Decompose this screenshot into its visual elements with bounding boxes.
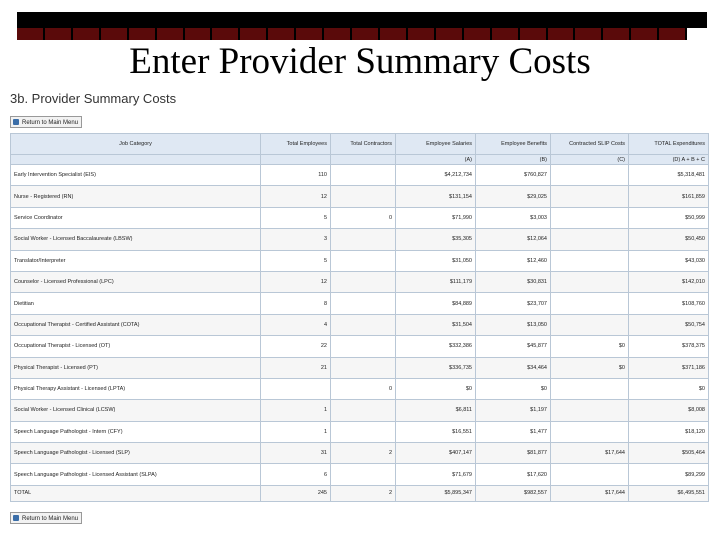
employee-salaries[interactable]: $336,735 [396,357,476,378]
total-contractors[interactable] [331,464,396,485]
column-subheader: (A) [396,155,476,165]
job-category: Speech Language Pathologist - Licensed (SLP) [11,443,261,464]
total-contractors[interactable] [331,250,396,271]
column-subheader: (B) [476,155,551,165]
total-contractors-sum: 2 [331,485,396,501]
table-subheader-row [11,155,709,165]
total-employees[interactable]: 22 [261,336,331,357]
contracted-slip-costs[interactable] [551,250,629,271]
employee-salaries[interactable]: $111,179 [396,271,476,292]
employee-salaries-sum: $5,895,347 [396,485,476,501]
total-expenditures: $50,999 [629,207,709,228]
contracted-slip-costs[interactable] [551,314,629,335]
table-row [11,293,709,314]
table-row [11,250,709,271]
employee-salaries[interactable]: $84,889 [396,293,476,314]
employee-benefits[interactable]: $0 [476,378,551,399]
return-button-label: Return to Main Menu [22,120,79,126]
return-to-main-menu-button-top[interactable] [10,116,82,128]
job-category: Physical Therapist - Licensed (PT) [11,357,261,378]
job-category: Dietitian [11,293,261,314]
employee-benefits[interactable]: $81,877 [476,443,551,464]
job-category: Social Worker - Licensed Baccalaureate (LBSW) [11,229,261,250]
total-expenditures: $18,120 [629,421,709,442]
total-expenditures: $50,450 [629,229,709,250]
home-icon [13,515,19,521]
job-category: Nurse - Registered (RN) [11,186,261,207]
employee-salaries[interactable]: $131,154 [396,186,476,207]
total-expenditures: $43,030 [629,250,709,271]
total-contractors[interactable] [331,293,396,314]
total-employees[interactable] [261,378,331,399]
contracted-slip-costs-sum: $17,644 [551,485,629,501]
total-employees[interactable]: 1 [261,400,331,421]
total-employees[interactable]: 5 [261,207,331,228]
total-expenditures: $505,464 [629,443,709,464]
employee-benefits[interactable]: $23,707 [476,293,551,314]
contracted-slip-costs[interactable] [551,229,629,250]
column-subheader [261,155,331,165]
total-employees[interactable]: 6 [261,464,331,485]
total-expenditures: $142,010 [629,271,709,292]
job-category: Occupational Therapist - Certified Assistant (COTA) [11,314,261,335]
provider-costs-table [10,133,709,502]
table-row [11,464,709,485]
employee-benefits[interactable]: $1,197 [476,400,551,421]
contracted-slip-costs[interactable]: $17,644 [551,443,629,464]
total-expenditures: $8,008 [629,400,709,421]
total-expenditures-sum: $6,495,551 [629,485,709,501]
column-subheader [331,155,396,165]
table-row [11,186,709,207]
total-expenditures: $50,754 [629,314,709,335]
table-row [11,165,709,186]
total-contractors[interactable] [331,186,396,207]
total-contractors[interactable]: 2 [331,443,396,464]
total-expenditures: $371,186 [629,357,709,378]
employee-benefits[interactable]: $1,477 [476,421,551,442]
job-category: Speech Language Pathologist - Intern (CFY) [11,421,261,442]
contracted-slip-costs[interactable] [551,378,629,399]
total-contractors[interactable] [331,336,396,357]
section-title: 3b. Provider Summary Costs [10,91,177,106]
total-expenditures: $89,299 [629,464,709,485]
table-row [11,207,709,228]
employee-salaries[interactable]: $71,990 [396,207,476,228]
employee-salaries[interactable]: $332,386 [396,336,476,357]
job-category: Speech Language Pathologist - Licensed Assistant (SLPA) [11,464,261,485]
employee-benefits[interactable]: $30,831 [476,271,551,292]
table-total-row [11,485,709,501]
table-row [11,336,709,357]
contracted-slip-costs[interactable]: $0 [551,357,629,378]
total-employees[interactable]: 31 [261,443,331,464]
job-category: Physical Therapy Assistant - Licensed (LPTA) [11,378,261,399]
total-contractors[interactable] [331,357,396,378]
total-contractors[interactable] [331,271,396,292]
employee-benefits[interactable]: $12,460 [476,250,551,271]
column-header: Total Contractors [331,134,396,155]
column-header: Employee Salaries [396,134,476,155]
table-header-row [11,134,709,155]
employee-salaries[interactable]: $4,212,734 [396,165,476,186]
table-row [11,271,709,292]
job-category: Translator/Interpreter [11,250,261,271]
contracted-slip-costs[interactable] [551,207,629,228]
table-row [11,229,709,250]
table-row [11,400,709,421]
job-category: Occupational Therapist - Licensed (OT) [11,336,261,357]
total-employees[interactable]: 8 [261,293,331,314]
total-contractors[interactable] [331,421,396,442]
total-employees[interactable]: 4 [261,314,331,335]
employee-benefits[interactable]: $45,877 [476,336,551,357]
column-header: Job Category [11,134,261,155]
employee-benefits[interactable]: $13,050 [476,314,551,335]
total-employees[interactable]: 12 [261,186,331,207]
total-label: TOTAL [11,485,261,501]
job-category: Early Intervention Specialist (EIS) [11,165,261,186]
total-contractors[interactable] [331,314,396,335]
table-row [11,357,709,378]
contracted-slip-costs[interactable] [551,400,629,421]
employee-benefits[interactable]: $3,003 [476,207,551,228]
contracted-slip-costs[interactable] [551,421,629,442]
total-employees-sum: 245 [261,485,331,501]
employee-benefits[interactable]: $34,464 [476,357,551,378]
total-contractors[interactable] [331,229,396,250]
total-contractors[interactable] [331,400,396,421]
return-button-label: Return to Main Menu [22,516,79,522]
column-header: TOTAL Expenditures [629,134,709,155]
employee-salaries[interactable]: $35,305 [396,229,476,250]
table-row [11,421,709,442]
total-employees[interactable]: 3 [261,229,331,250]
contracted-slip-costs[interactable] [551,165,629,186]
header-bar-cells [17,28,707,40]
contracted-slip-costs[interactable] [551,186,629,207]
employee-salaries[interactable]: $71,679 [396,464,476,485]
return-to-main-menu-button-bottom[interactable] [10,512,82,524]
employee-salaries[interactable]: $31,050 [396,250,476,271]
table-row [11,314,709,335]
home-icon [13,119,19,125]
column-subheader: (C) [551,155,629,165]
total-expenditures: $108,760 [629,293,709,314]
total-expenditures: $5,318,481 [629,165,709,186]
employee-benefits[interactable]: $29,025 [476,186,551,207]
column-header: Total Employees [261,134,331,155]
total-employees[interactable]: 21 [261,357,331,378]
total-employees[interactable]: 12 [261,271,331,292]
total-employees[interactable]: 1 [261,421,331,442]
column-subheader: (D) A + B + C [629,155,709,165]
employee-salaries[interactable]: $16,551 [396,421,476,442]
table-row [11,443,709,464]
contracted-slip-costs[interactable] [551,464,629,485]
table-row [11,378,709,399]
contracted-slip-costs[interactable]: $0 [551,336,629,357]
contracted-slip-costs[interactable] [551,271,629,292]
employee-salaries[interactable]: $6,811 [396,400,476,421]
slide-title: Enter Provider Summary Costs [129,41,591,82]
employee-benefits[interactable]: $760,827 [476,165,551,186]
employee-salaries[interactable]: $407,147 [396,443,476,464]
column-header: Employee Benefits [476,134,551,155]
job-category: Service Coordinator [11,207,261,228]
slide-header-bar [17,12,707,40]
total-employees[interactable]: 5 [261,250,331,271]
employee-salaries[interactable]: $31,504 [396,314,476,335]
total-expenditures: $161,859 [629,186,709,207]
employee-salaries[interactable]: $0 [396,378,476,399]
employee-benefits[interactable]: $12,064 [476,229,551,250]
total-contractors[interactable]: 0 [331,378,396,399]
employee-benefits[interactable]: $17,620 [476,464,551,485]
total-expenditures: $378,375 [629,336,709,357]
job-category: Counselor - Licensed Professional (LPC) [11,271,261,292]
column-subheader [11,155,261,165]
contracted-slip-costs[interactable] [551,293,629,314]
job-category: Social Worker - Licensed Clinical (LCSW) [11,400,261,421]
employee-benefits-sum: $982,557 [476,485,551,501]
total-contractors[interactable] [331,165,396,186]
total-expenditures: $0 [629,378,709,399]
total-contractors[interactable]: 0 [331,207,396,228]
column-header: Contracted SLIP Costs [551,134,629,155]
total-employees[interactable]: 110 [261,165,331,186]
